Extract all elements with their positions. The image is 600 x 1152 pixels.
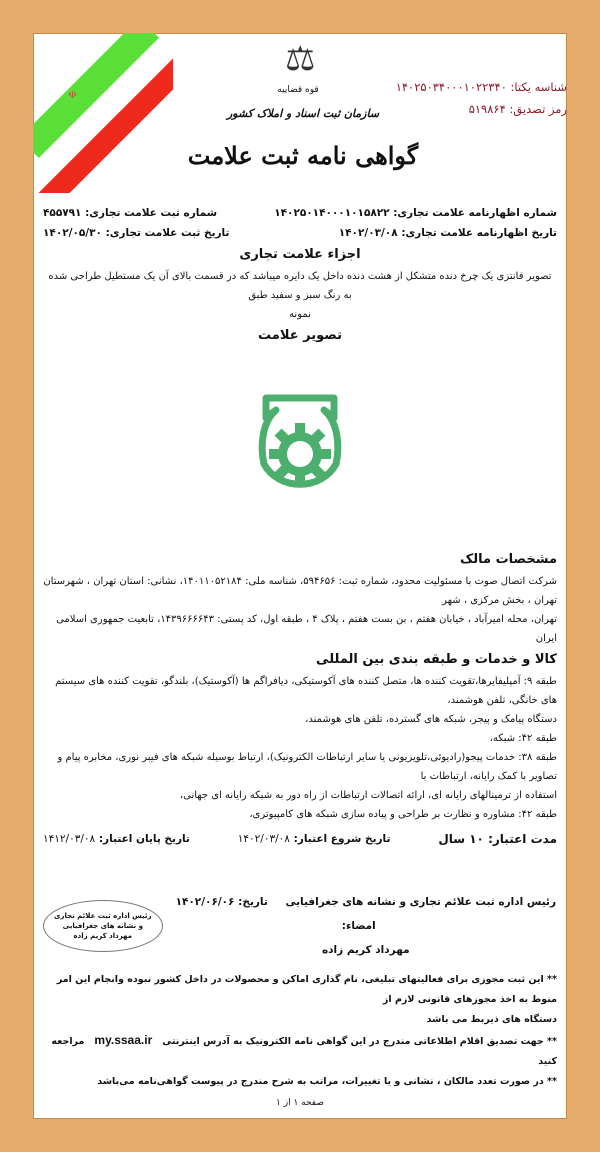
validity-duration-label: مدت اعتبار:: [488, 832, 557, 846]
note-2-text: ** جهت تصدیق اقلام اطلاعاتی مندرج در این گواهی نامه الکترونیک به آدرس اینترنتی: [162, 1036, 557, 1047]
organization-name: سازمان ثبت اسناد و املاک کشور: [226, 107, 380, 120]
verify-code-label: رمز تصدیق:: [509, 102, 567, 116]
declaration-date-label: تاریخ اظهارنامه علامت تجاری:: [401, 227, 557, 239]
stamp-line: و نشانه های جغرافیایی: [62, 922, 143, 930]
signature-block: [175, 890, 557, 962]
certificate-header: [33, 33, 567, 203]
goods-heading: کالا و خدمات و طبقه بندی بین المللی: [316, 652, 557, 667]
goods-line: طبقه ۹: آمپلیفایرها،تقویت کننده ها، متصل کننده های آکوستیکی، دیافراگم ها (آکوستیک)، بلندگو، تقویت کننده های سیستم های خانگی، تلفن هوشمند،: [55, 676, 557, 706]
certificate-body: [33, 203, 567, 1112]
signature-section: [43, 890, 557, 962]
note-3: ** در صورت تعدد مالکان ، نشانی و یا تغییرات، مراتب به شرح مندرج در پیوست گواهی‌نامه می‌باشد: [97, 1076, 557, 1087]
info-row-2: [43, 223, 557, 243]
note-2-end: مراجعه کنید: [51, 1036, 557, 1067]
validity-end-label: تاریخ پایان اعتبار:: [98, 833, 190, 845]
validity-duration: ۱۰ سال: [438, 832, 484, 846]
goods-line: طبقه ۴۲: شبکه،: [489, 733, 557, 744]
page-number: صفحه ۱ از ۱: [276, 1098, 324, 1108]
verification-url-link[interactable]: my.ssaa.ir: [94, 1033, 153, 1047]
stamp-line: مهرداد کریم زاده: [73, 932, 133, 940]
goods-line: طبقه ۴۲: مشاوره و نظارت بر طراحی و پیاده سازی شبکه های کامپیوتری،: [249, 809, 557, 820]
trademark-logo: [252, 388, 348, 498]
notes: [43, 970, 557, 1092]
goods-line: دستگاه پیامک و پیجر، شبکه های گسترده، تلفن های هوشمند،: [305, 714, 557, 725]
signatory-position: رئیس اداره ثبت علائم تجاری و نشانه های جغرافیایی: [285, 896, 556, 908]
declaration-date: ۱۴۰۲/۰۳/۰۸: [338, 227, 398, 239]
stamp-line: رئیس اداره ثبت علائم تجاری: [54, 912, 152, 920]
verify-code-value: ۵۱۹۸۶۴: [468, 102, 506, 116]
owner-line-1: شرکت اتصال صوت با مسئولیت محدود، شماره ثبت: ۵۹۴۶۵۶، شناسه ملی: ۱۴۰۱۱۰۵۲۱۸۴، نشانی: استان تهران ، شهرستان تهران ، بخش مرکزی ، شهر: [43, 576, 557, 606]
judiciary-label: قوه قضاییه: [277, 85, 319, 95]
mark-image-heading: تصویر علامت: [258, 328, 342, 343]
goods-line: طبقه ۳۸: خدمات پیجو(رادیوئی،تلویزیونی یا سایر ارتباطات الکترونیک)، ارتباط بوسیله شبکه های فیبر نوری، مخابره پیام و تصاویر با کمک رایانه، ارتباطات با: [57, 752, 557, 782]
note-1: ** این ثبت مجوزی برای فعالیتهای تبلیغی، نام گذاری اماکن و محصولات در داخل کشور نبوده وانجام این امر منوط به اخذ مجوزهای قانونی لازم از: [56, 974, 557, 1005]
flag-emblem-icon: ☫: [68, 90, 77, 101]
signature-row: [175, 890, 557, 938]
info-row-1: [43, 203, 557, 223]
signature-date: ۱۴۰۲/۰۶/۰۶: [175, 896, 235, 908]
unique-id: [337, 77, 567, 97]
components-heading: اجزاء علامت تجاری: [239, 247, 361, 262]
validity-end: ۱۴۱۲/۰۳/۰۸: [43, 833, 96, 845]
declaration-no-label: شماره اظهارنامه علامت تجاری:: [393, 207, 557, 219]
signature-stamp: [43, 900, 163, 952]
registration-date: ۱۴۰۲/۰۵/۳۰: [43, 227, 102, 239]
sign-label: امضاء:: [341, 920, 376, 932]
registration-no-label: شماره ثبت علامت تجاری:: [85, 207, 218, 219]
declaration-no: ۱۴۰۲۵۰۱۴۰۰۰۱۰۱۵۸۲۲: [274, 207, 390, 219]
unique-id-value: ۱۴۰۲۵۰۳۴۰۰۰۱۰۲۲۳۴۰: [395, 80, 507, 94]
unique-id-label: شناسه یکتا:: [510, 80, 567, 94]
validity-start: ۱۴۰۲/۰۳/۰۸: [237, 833, 290, 845]
signatory-name: مهرداد کریم زاده: [321, 944, 410, 956]
verify-code: [337, 99, 567, 119]
owner-line-2: تهران، محله امیرآباد ، خیابان هفتم ، بن بست هفتم ، پلاک ۴ ، طبقه اول، کد پستی: ۱۴۳۹۶۶۶۶۴۳، تابعیت جمهوری اسلامی ایران: [56, 614, 557, 644]
signature-date-label: تاریخ:: [238, 896, 268, 908]
registration-date-label: تاریخ ثبت علامت تجاری:: [105, 227, 230, 239]
judiciary-emblem-icon: ⚖: [285, 39, 316, 79]
registration-no: ۴۵۵۷۹۱: [43, 207, 82, 219]
note-1-cont: دستگاه های ذیربط می باشد: [426, 1014, 557, 1025]
certificate-title: گواهی نامه ثبت علامت: [187, 141, 419, 170]
validity-start-label: تاریخ شروع اعتبار:: [293, 833, 391, 845]
mark-description: تصویر فانتزی یک چرخ دنده متشکل از هشت دنده داخل یک دایره میباشد که در قسمت بالای آن یک مستطیل طراحی شده به رنگ سبز و سفید طبق: [48, 271, 552, 301]
mark-description-cont: نمونه: [289, 309, 311, 320]
validity-row: [43, 828, 557, 850]
note-2: [43, 1030, 557, 1072]
owner-heading: مشخصات مالک: [459, 552, 557, 567]
goods-line: استفاده از ترمینالهای رایانه ای، ارائه اتصالات ارتباطات از راه دور به شبکه رایانه ای جهانی،: [179, 790, 557, 801]
trademark-logo-area: [43, 388, 557, 498]
